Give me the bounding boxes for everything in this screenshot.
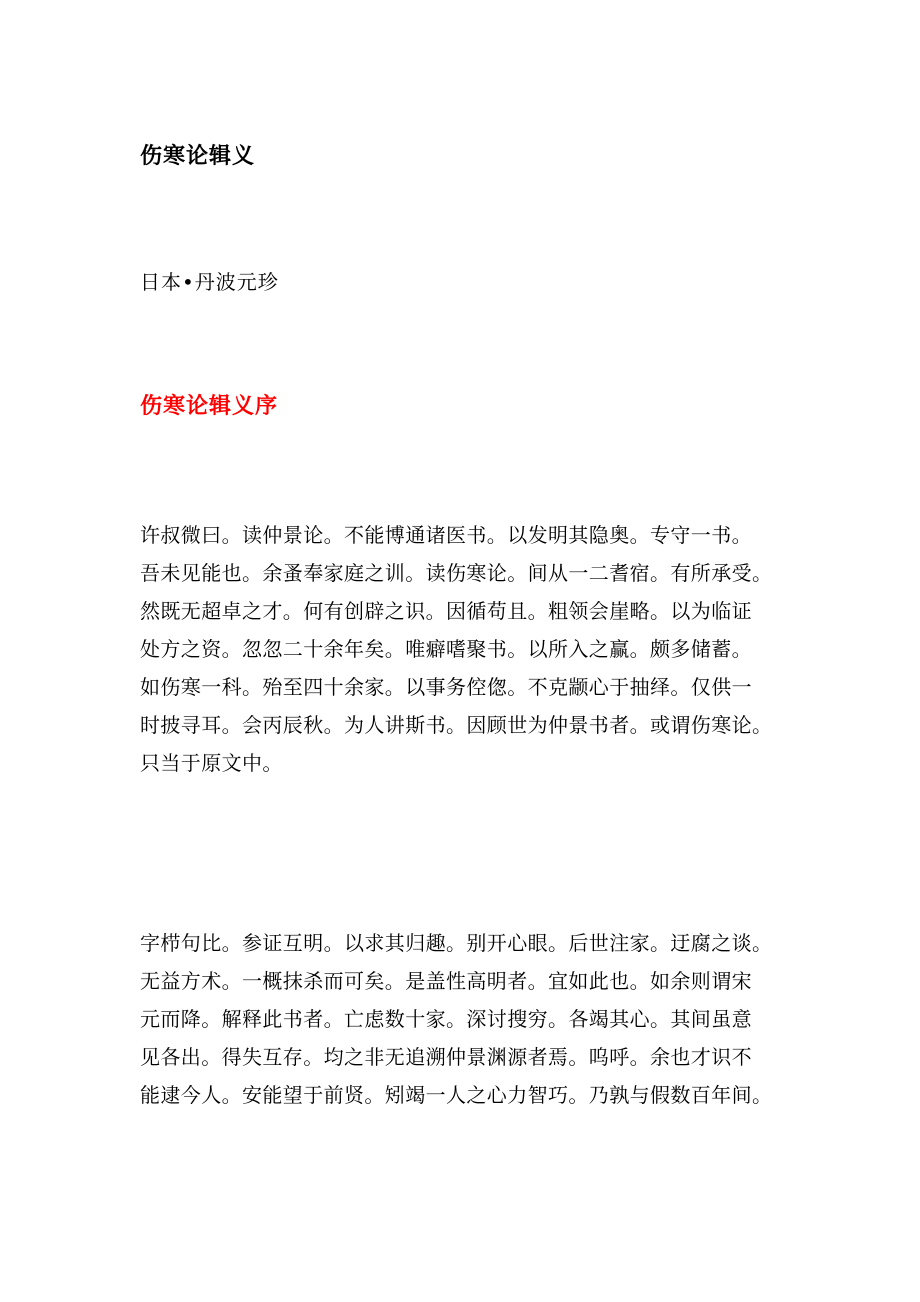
text-line: 吾未见能也。余蚤奉家庭之训。读伤寒论。间从一二耆宿。有所承受。 xyxy=(140,561,773,585)
text-line: 处方之资。忽忽二十余年矣。唯癖嗜聚书。以所入之赢。颇多储蓄。 xyxy=(140,637,752,661)
text-line: 见各出。得失互存。均之非无追溯仲景渊源者焉。呜呼。余也才识不 xyxy=(140,1045,752,1069)
text-line: 然既无超卓之才。何有创辟之识。因循苟且。粗领会崖略。以为临证 xyxy=(140,599,752,623)
preface-paragraph-2 xyxy=(140,924,800,1114)
text-line: 无益方术。一概抹杀而可矣。是盖性高明者。宜如此也。如余则谓宋 xyxy=(140,969,752,993)
preface-paragraph-1 xyxy=(140,516,800,782)
text-line: 如伤寒一科。殆至四十余家。以事务倥偬。不克颛心于抽绎。仅供一 xyxy=(140,675,752,699)
text-line: 元而降。解释此书者。亡虑数十家。深讨搜穷。各竭其心。其间虽意 xyxy=(140,1007,752,1031)
preface-title: 伤寒论辑义序 xyxy=(140,394,279,419)
author-line: 日本•丹波元珍 xyxy=(140,270,279,294)
text-line: 字栉句比。参证互明。以求其归趣。别开心眼。后世注家。迂腐之谈。 xyxy=(140,931,773,955)
text-line: 许叔微曰。读仲景论。不能博通诸医书。以发明其隐奥。专守一书。 xyxy=(140,523,752,547)
book-title: 伤寒论辑义 xyxy=(140,144,256,169)
text-line: 只当于原文中。 xyxy=(140,751,283,775)
text-line: 时披寻耳。会丙辰秋。为人讲斯书。因顾世为仲景书者。或谓伤寒论。 xyxy=(140,713,773,737)
text-line: 能逮今人。安能望于前贤。矧竭一人之心力智巧。乃孰与假数百年间。 xyxy=(140,1083,773,1107)
